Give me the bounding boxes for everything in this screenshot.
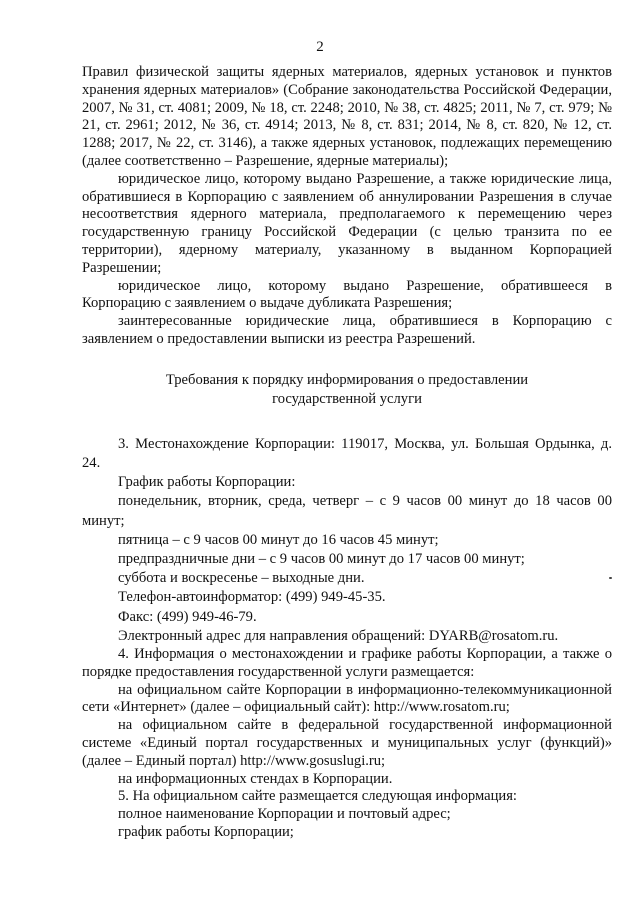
paragraph-schedule-title: График работы Корпорации: bbox=[118, 474, 296, 491]
paragraph-official-site: на официальном сайте Корпорации в информационно-телекоммуникационной сети «Интернет» (далее – официальный сайт): http://www.rosatom.ru; bbox=[82, 681, 612, 716]
paragraph-work-schedule: график работы Корпорации; bbox=[118, 823, 294, 840]
section-heading bbox=[82, 371, 612, 409]
paragraph-info-placement: 4. Информация о местонахождении и графике работы Корпорации, а также о порядке предоставления государственной услуги размещается: bbox=[82, 645, 612, 680]
paragraph-extract-applicant: заинтересованные юридические лица, обратившиеся в Корпорацию с заявлением о предоставлении выписки из реестра Разрешений. bbox=[82, 313, 612, 347]
paragraph-location: 3. Местонахождение Корпорации: 119017, Москва, ул. Большая Ордынка, д. 24. bbox=[82, 435, 612, 471]
paragraph-schedule-preholiday: предпраздничные дни – с 9 часов 00 минут до 17 часов 00 минут; bbox=[118, 550, 525, 567]
paragraph-schedule-friday: пятница – с 9 часов 00 минут до 16 часов 45 минут; bbox=[118, 531, 439, 548]
paragraph-schedule-weekdays: понедельник, вторник, среда, четверг – с 9 часов 00 минут до 18 часов 00 минут; bbox=[82, 493, 612, 529]
paragraph-full-name: полное наименование Корпорации и почтовый адрес; bbox=[118, 806, 451, 823]
paragraph-annulment-applicant: юридическое лицо, которому выдано Разрешение, а также юридические лица, обратившиеся в Корпорацию с заявлением об аннулировании Разрешения в случае несоответствия ядерного материала, предполагаемого к перемещению через государственную границу Российской Федерации (с целью транзита по ее территории), ядерному материалу, указанному в выданном Корпорацией Разрешении; bbox=[82, 170, 612, 276]
paragraph-fax: Факс: (499) 949-46-79. bbox=[118, 608, 257, 625]
paragraph-unified-portal: на официальном сайте в федеральной государственной информационной системе «Единый портал государственных и муниципальных услуг (функций)» (далее – Единый портал) http://www.gosuslugi.ru; bbox=[82, 717, 612, 769]
section-heading-line-2: государственной услуги bbox=[272, 390, 422, 407]
paragraph-schedule-weekend: суббота и воскресенье – выходные дни. bbox=[118, 570, 365, 587]
paragraph-site-info: 5. На официальном сайте размещается следующая информация: bbox=[118, 788, 517, 805]
document-body bbox=[82, 64, 612, 842]
scan-speck bbox=[609, 577, 612, 579]
paragraph-info-stands: на информационных стендах в Корпорации. bbox=[118, 770, 393, 787]
paragraph-duplicate-applicant: юридическое лицо, которому выдано Разрешение, обратившееся в Корпорацию с заявлением о выдаче дубликата Разрешения; bbox=[82, 277, 612, 312]
section-heading-line-1: Требования к порядку информирования о предоставлении bbox=[165, 371, 529, 388]
paragraph-rules-continuation: Правил физической защиты ядерных материалов, ядерных установок и пунктов хранения ядерных материалов» (Собрание законодательства Российской Федерации, 2007, № 31, ст. 4081; 2009, № 18, ст. 2248; 2010, № 38, ст. 4825; 2011, № 7, ст. 979; № 21, ст. 2961; 2012, № 36, ст. 4914; 2013, № 8, ст. 831; 2014, № 8, ст. 820, № 12, ст. 1288; 2017, № 22, ст. 3146), а также ядерных установок, подлежащих перемещению (далее соответственно – Разрешение, ядерные материалы); bbox=[82, 64, 612, 169]
paragraph-phone: Телефон-автоинформатор: (499) 949-45-35. bbox=[118, 589, 386, 606]
paragraph-email: Электронный адрес для направления обращений: DYARB@rosatom.ru. bbox=[118, 627, 559, 644]
page-number: 2 bbox=[316, 39, 324, 55]
